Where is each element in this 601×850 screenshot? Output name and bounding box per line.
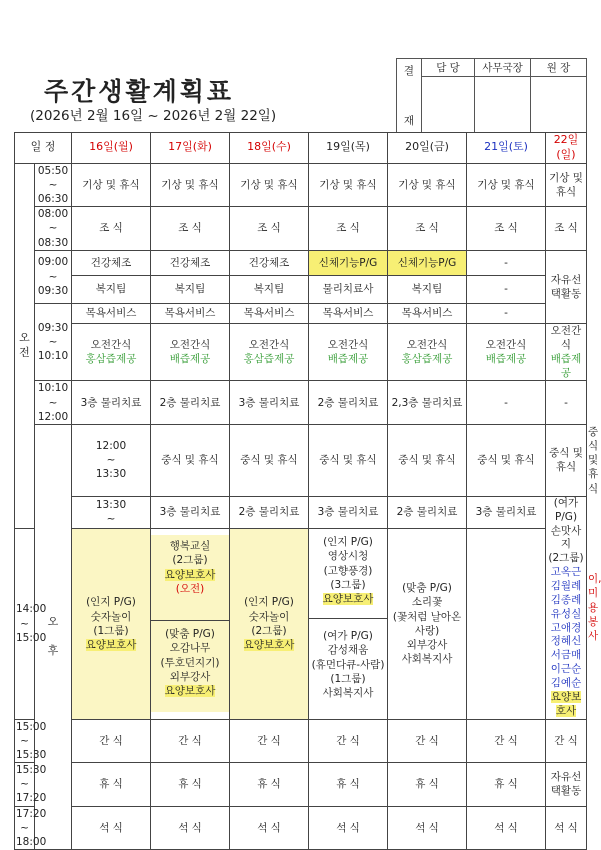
cell-rest-sun: 자유선택활동: [546, 763, 587, 807]
cell-bath: 목욕서비스: [151, 303, 230, 323]
approval-role-manager: 담 당: [422, 59, 475, 77]
cell-physio-pm: 2층 물리치료: [230, 496, 309, 528]
cell-exercise: 신체기능P/G: [388, 250, 467, 275]
cell-snack-pm: 간 식: [546, 719, 587, 763]
cell-lunch: 중식 및 휴식: [309, 424, 388, 496]
cell-wake: 기상 및 휴식: [467, 163, 546, 207]
time-1500: 15:00 ~ 15:30: [16, 720, 47, 761]
approval-role-head: 원 장: [531, 59, 587, 77]
header-schedule-label: 일 정: [15, 133, 72, 164]
time-0900: 09:00 ~ 09:30: [35, 250, 72, 303]
approval-side-label: 결 재: [397, 59, 422, 136]
cell-snack-pm: 간 식: [72, 719, 151, 763]
cell-physio-pm: 3층 물리치료: [309, 496, 388, 528]
cell-wake: 기상 및 휴식: [230, 163, 309, 207]
cell-physio-pm: 2층 물리치료: [388, 496, 467, 528]
cell-physio-am: -: [546, 381, 587, 425]
cell-welfare: 복지팀: [151, 275, 230, 303]
cell-lunch: 중식 및 휴식: [546, 424, 587, 496]
cell-snack-am: 오전간식 홍삼즙제공: [230, 323, 309, 381]
cell-breakfast: 조 식: [309, 207, 388, 251]
time-1400: 14:00 ~ 15:00: [15, 528, 35, 719]
cell-welfare: -: [467, 275, 546, 303]
header-day-sun: 22일(일): [546, 133, 587, 164]
cell-wake: 기상 및 휴식: [388, 163, 467, 207]
cell-exercise: -: [467, 250, 546, 275]
cell-snack-am: 오전간식 배즙제공: [467, 323, 546, 381]
cell-welfare: 복지팀: [388, 275, 467, 303]
cell-exercise: 건강체조: [230, 250, 309, 275]
cell-physio-am: -: [467, 381, 546, 425]
cell-rest: 휴 식: [151, 763, 230, 807]
schedule-table: 일 정 16일(월) 17일(화) 18일(수) 19일(목) 20일(금) 21일(토) 22일(일) 오 전 05:50 ~ 06:30 기상 및 휴식 기상 및 휴식 기상 및 휴식 기상 및 휴식 기상 및 휴식 기상 및 휴식 기상 및 휴식 08:00 ~ 08:30 조 식 조 식 조 식 조 식 조 식 조 식 조 식 09:00 ~ 09:30 건강체조 건강체조 건강체조 신체기능P/G 신체기능P/G - 자유선택활동 복지팀 복지팀 복지팀 물리치료사 복지팀 - 09:30 ~ 10:10 목욕서비스 목욕서비스 목욕서비스 목욕서비스 목욕서비스 - 오전간식 홍삼즙제공 오전간식 배즙제공 오전간식 홍삼즙제공 오전간식 배즙제공 오전간식 홍삼즙제공 오전간식 배즙제공 오전간식 배즙제공 10:10 ~ 12:00 3층 물리치료 2층 물리치료 3층 물리치료 2층 물리치료 2,3층 물리치료 - - 오 후 12:00 ~ 13:30 중식 및 휴식 중식 및 휴식 중식 및 휴식 중식 및 휴식 중식 및 휴식 중식 및 휴식 중식 및 휴식 13:30 ~ 3층 물리치료 2층 물리치료 3층 물리치료 2층 물리치료 3층 물리치료 (여가 P/G) 손맛사지 (2그룹) 고옥근 김월례 김종례 유성실 고애경 정혜신 서금매 이근순 김예순 요양보호사 이,미용 봉사 14:00 ~ 15:00 (인지 P/G) 숫자놀이 (1그룹) 요양보호사 행복교실 (2그룹) 요양보호사 (오전) (맞춤 P/G) 오감나무 (투호던지기) 외부강사 요양보호사 (인지 P/G) 숫자놀이 (2그룹) 요양보호사 (인지 P/G) 영상시청 (고향풍경) (3그룹) 요양보호사 (여가 P/G) 감성채움 (휴먼다큐-사람) (1그룹) 사회복지사 (맞춤 P/G) 소리꽃 (꽃처럼 날아온 사랑) 외부강사 사회복지사 15:00 ~ 15:30 간 식 간 식 간 식 간 식 간 식 간 식 간 식 15:30 ~ 17:20 휴 식 휴 식 휴 식 휴 식 휴 식 휴 식 자유선택활동 17:20 ~ 18:00 석 식 석 식 석 식 석 식 석 식 석 식 석 식: [16, 133, 601, 848]
cell-snack-am: 오전간식 홍삼즙제공: [72, 323, 151, 381]
cell-snack-am: 오전간식 배즙제공: [151, 323, 230, 381]
cell-breakfast: 조 식: [388, 207, 467, 251]
time-1010: 10:10 ~ 12:00: [35, 381, 72, 425]
header-day-tue: 17일(화): [151, 133, 230, 164]
page-title: 주간생활계획표: [44, 77, 235, 106]
header-day-wed: 18일(수): [230, 133, 309, 164]
cell-dinner: 석 식: [388, 806, 467, 850]
cell-rest: 휴 식: [467, 763, 546, 807]
approval-role-director: 사무국장: [475, 59, 531, 77]
cell-bath: 목욕서비스: [309, 303, 388, 323]
cell-snack-pm: 간 식: [151, 719, 230, 763]
cell-wake: 기상 및 휴식: [72, 163, 151, 207]
approval-sign-director[interactable]: [475, 76, 531, 135]
cell-program-fri: (맞춤 P/G) 소리꽃 (꽃처럼 날아온 사랑) 외부강사 사회복지사: [388, 528, 467, 719]
cell-dinner: 석 식: [467, 806, 546, 850]
time-0800: 08:00 ~ 08:30: [35, 207, 72, 251]
cell-physio-pm: 3층 물리치료: [151, 496, 230, 528]
cell-dinner: 석 식: [151, 806, 230, 850]
cell-breakfast: 조 식: [230, 207, 309, 251]
header-day-sat: 21일(토): [467, 133, 546, 164]
cell-dinner: 석 식: [230, 806, 309, 850]
cell-physio-am: 3층 물리치료: [72, 381, 151, 425]
time-1200: 12:00 ~ 13:30: [72, 424, 151, 496]
cell-program-thu: (인지 P/G) 영상시청 (고향풍경) (3그룹) 요양보호사 (여가 P/G) 감성채움 (휴먼다큐-사람) (1그룹) 사회복지사: [309, 528, 388, 719]
cell-lunch: 중식 및 휴식: [467, 424, 546, 496]
header-day-fri: 20일(금): [388, 133, 467, 164]
cell-physio-am: 2,3층 물리치료: [388, 381, 467, 425]
cell-rest: 휴 식: [230, 763, 309, 807]
cell-free-activity: 자유선택활동: [546, 250, 587, 323]
cell-exercise: 건강체조: [72, 250, 151, 275]
cell-snack-pm: 간 식: [230, 719, 309, 763]
cell-physio-am: 2층 물리치료: [151, 381, 230, 425]
header-day-thu: 19일(목): [309, 133, 388, 164]
cell-breakfast: 조 식: [546, 207, 587, 251]
cell-rest: 휴 식: [309, 763, 388, 807]
cell-breakfast: 조 식: [72, 207, 151, 251]
cell-welfare: 복지팀: [230, 275, 309, 303]
approval-sign-head[interactable]: [531, 76, 587, 135]
cell-snack-am: 오전간식 홍삼즙제공: [388, 323, 467, 381]
time-1330: 13:30 ~: [72, 496, 151, 528]
time-1720: 17:20 ~ 18:00: [16, 807, 47, 848]
approval-box: [396, 58, 587, 136]
section-am: 오 전: [15, 163, 35, 528]
cell-wake: 기상 및 휴식: [151, 163, 230, 207]
cell-wake: 기상 및 휴식: [309, 163, 388, 207]
cell-bath: -: [467, 303, 546, 323]
cell-dinner: 석 식: [309, 806, 388, 850]
cell-snack-am: 오전간식 배즙제공: [309, 323, 388, 381]
cell-breakfast: 조 식: [467, 207, 546, 251]
cell-program-tue: 행복교실 (2그룹) 요양보호사 (오전) (맞춤 P/G) 오감나무 (투호던지기) 외부강사 요양보호사: [151, 528, 230, 719]
time-1530: 15:30 ~ 17:20: [16, 764, 47, 805]
cell-program-wed: (인지 P/G) 숫자놀이 (2그룹) 요양보호사: [230, 528, 309, 719]
cell-exercise: 건강체조: [151, 250, 230, 275]
cell-physio-am: 3층 물리치료: [230, 381, 309, 425]
cell-lunch: 중식 및 휴식: [388, 424, 467, 496]
cell-program-sat: (여가 P/G) 손맛사지 (2그룹) 고옥근 김월례 김종례 유성실 고애경 정혜신 서금매 이근순 김예순 요양보호사: [546, 496, 587, 719]
cell-snack-pm: 간 식: [467, 719, 546, 763]
cell-physio-am: 2층 물리치료: [309, 381, 388, 425]
cell-rest: 휴 식: [388, 763, 467, 807]
time-0550: 05:50 ~ 06:30: [35, 163, 72, 207]
cell-bath: 목욕서비스: [72, 303, 151, 323]
cell-welfare: 복지팀: [72, 275, 151, 303]
cell-snack-am: 오전간식 배즙제공: [546, 323, 587, 381]
section-pm: 오 후: [35, 424, 72, 849]
cell-dinner: 석 식: [72, 806, 151, 850]
time-0930: 09:30 ~ 10:10: [35, 303, 72, 381]
cell-lunch: 중식 및 휴식: [230, 424, 309, 496]
cell-bath: 목욕서비스: [230, 303, 309, 323]
cell-breakfast: 조 식: [151, 207, 230, 251]
cell-welfare: 물리치료사: [309, 275, 388, 303]
header-day-mon: 16일(월): [72, 133, 151, 164]
cell-program-mon: (인지 P/G) 숫자놀이 (1그룹) 요양보호사: [72, 528, 151, 719]
cell-wake: 기상 및 휴식: [546, 163, 587, 207]
cell-dinner: 석 식: [546, 806, 587, 850]
cell-exercise: 신체기능P/G: [309, 250, 388, 275]
cell-snack-pm: 간 식: [309, 719, 388, 763]
cell-rest: 휴 식: [72, 763, 151, 807]
approval-sign-manager[interactable]: [422, 76, 475, 135]
cell-bath: 목욕서비스: [388, 303, 467, 323]
cell-lunch: 중식 및 휴식: [151, 424, 230, 496]
cell-physio-pm: 3층 물리치료: [467, 496, 546, 528]
period-subtitle: (2026년 2월 16일 ~ 2026년 2월 22일): [30, 108, 277, 124]
cell-snack-pm: 간 식: [388, 719, 467, 763]
